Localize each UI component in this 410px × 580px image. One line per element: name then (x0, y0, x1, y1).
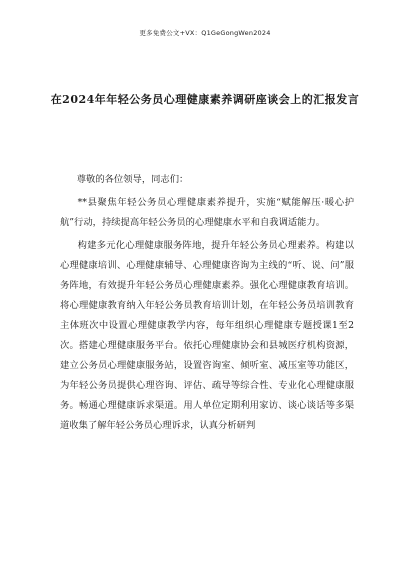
salutation: 尊敬的各位领导，同志们： (76, 174, 189, 185)
paragraph-service-platform: 构建多元化心理健康服务阵地，提升年轻公务员心理素养。构建以心理健康培训、心理健康辅导、心理健康咨询为主线的“听、说、问”服务阵地，有效提升年轻公务员心理健康素养。强化心理健康教育培训。将心理健康教育纳入年轻公务员教育培训计划，在年轻公务员培训教育主体班次中设置心理健康教学内容，每年组织心理健康专题授课1至2次。搭建心理健康服务平台。依托心理健康协会和县城医疗机构资源，建立公务员心理健康服务站，设置咨询室、倾听室、减压室等功能区，为年轻公务员提供心理咨询、评估、疏导等综合性、专业化心理健康服务。畅通心理健康诉求渠道。用人单位定期利用家访、谈心谈话等多渠道收集了解年轻公务员心理诉求，认真分析研判 (60, 240, 354, 431)
document-body (60, 170, 354, 436)
document-title: 在2024年年轻公务员心理健康素养调研座谈会上的汇报发言 (50, 93, 360, 106)
header-note: 更多免费公文+VX：Q1GeGongWen2024 (139, 29, 271, 37)
paragraph-intro: **县聚焦年轻公务员心理健康素养提升，实施“赋能解压·暖心护航”行动，持续提高年轻公务员的心理健康水平和自我调适能力。 (60, 197, 354, 228)
